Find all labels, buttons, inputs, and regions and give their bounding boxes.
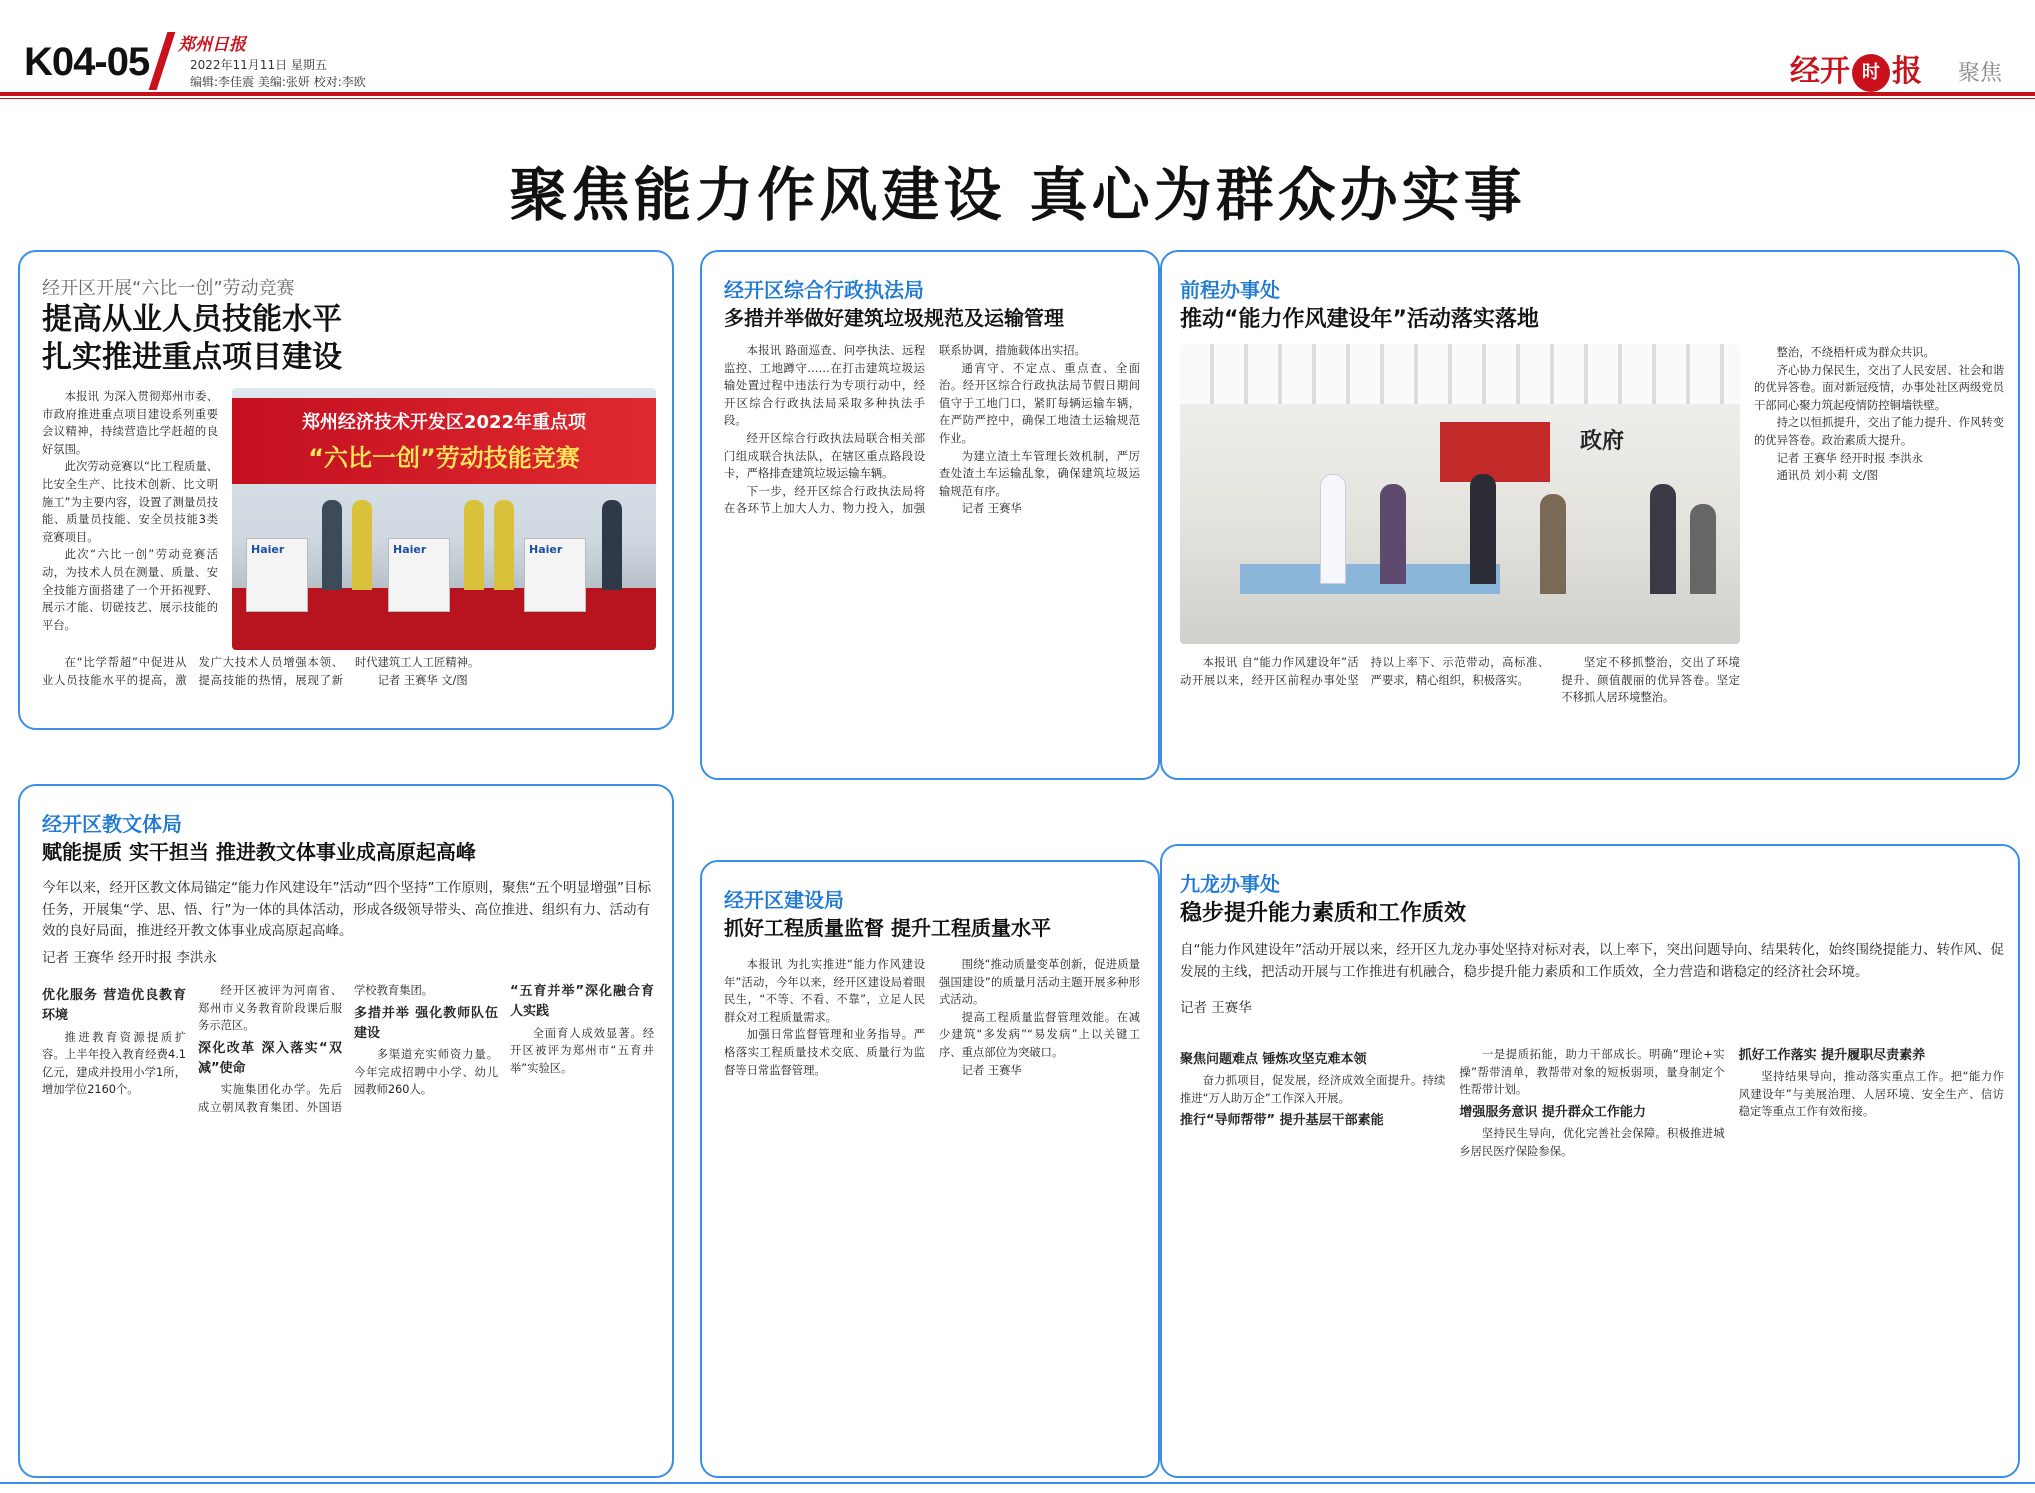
article-headline: 推动“能力作风建设年”活动落实落地 <box>1180 307 1539 332</box>
article-skill-competition <box>18 250 674 730</box>
person-figure <box>602 500 622 590</box>
department-label: 九龙办事处 <box>1180 872 1280 896</box>
page-header <box>0 0 2035 100</box>
person-figure <box>464 500 484 590</box>
banner-line-2: “六比一创”劳动技能竞赛 <box>308 444 580 472</box>
article-body-bottom: 本报讯 自“能力作风建设年”活动开展以来，经开区前程办事处坚持以上率下、示范带动，高标准、严要求，精心组织，积极落实。 坚定不移抓整治，交出了环境提升、颜值靓丽的优异答卷。坚定不移抓人居环境整治。 <box>1180 656 1740 705</box>
department-label: 经开区建设局 <box>724 888 844 912</box>
article-headline: 抓好工程质量监督 提升工程质量水平 <box>724 916 1051 940</box>
article-body: 本报讯 路面巡查、问亭执法、远程监控、工地蹲守……在打击建筑垃圾运输处置过程中违法行为专项行动中，经开区综合行政执法局采取多种执法手段。 经开区综合行政执法局联合相关部门组成联合执法队，在辖区重点路段设卡，严格排查建筑垃圾运输车辆。 下一步，经开区综合行政执法局将在各环节上加大人力、物力投入，加强联系协调，措施载体出实招。 通宵守、不定点、重点查、全面治。经开区综合行政执法局节假日期间值守于工地门口，紧盯每辆运输车辆，在严防严控中，确保工地渣土运输规范作业。 为建立渣土车管理长效机制，严厉查处渣土车运输乱象，确保建筑垃圾运输规范有序。 记者 王赛华 <box>724 342 1140 772</box>
prize-box-brand: Haier <box>251 543 285 556</box>
brand-logo <box>1790 46 1922 92</box>
byline: 记者 王赛华 <box>1180 1000 1252 1016</box>
page-code: K04-05 <box>24 40 150 84</box>
masthead-logo: 郑州日报 <box>178 35 246 55</box>
department-label: 前程办事处 <box>1180 278 1280 302</box>
article-construction <box>700 860 1160 1478</box>
byline: 记者 王赛华 <box>961 1063 1022 1077</box>
person-figure <box>1470 474 1496 584</box>
article-headline: 多措并举做好建筑垃圾规范及运输管理 <box>724 306 1064 330</box>
wall-sign: 政府 <box>1580 429 1625 454</box>
vaccination-photo <box>1180 344 1740 644</box>
byline-2: 通讯员 刘小莉 文/图 <box>1776 469 1878 483</box>
person-figure <box>322 500 342 590</box>
article-body-right: 整治，不绕梧杆成为群众共识。 齐心协力保民生，交出了人民安居、社会和谐的优异答卷。面对新冠疫情，办事处社区两级党员干部同心聚力筑起疫情防控铜墙铁壁。 持之以恒抓提升，交出了能力提升、作风转变的优异答卷。政治素质大提升。 记者 王赛华 经开时报 李洪永 通讯员 刘小莉 文/图 <box>1754 344 2004 774</box>
prize-box-brand: Haier <box>529 543 563 556</box>
date-line: 2022年11月11日 星期五 <box>190 58 327 72</box>
banner <box>232 398 656 484</box>
article-body: 聚焦问题难点 锤炼攻坚克难本领 奋力抓项目，促发展，经济成效全面提升。持续推进“万人助万企”工作深入开展。 推行“导师帮带” 提升基层干部素能 一是提质拓能，助力干部成长。明确“理论+实操”帮带清单，教帮带对象的短板弱项，量身制定个性帮带计划。 增强服务意识 提升群众工作能力 坚持民生导向，优化完善社会保障。积极推进城乡居民医疗保险参保。 抓好工作落实 提升履职尽责素养 坚持结果导向，推动落实重点工作。把“能力作风建设年”与美展治理、人居环境、安全生产、信访稳定等重点工作有效衔接。 <box>1180 1048 2004 1158</box>
brand-name: 经开 <box>1790 54 1850 89</box>
person-figure <box>494 500 514 590</box>
section-label: 聚焦 <box>1958 61 2003 86</box>
byline: 记者 王赛华 经开时报 李洪永 <box>42 950 217 966</box>
nurse-figure <box>1320 474 1346 584</box>
banner-line-1: 郑州经济技术开发区2022年重点项 <box>301 412 587 433</box>
person-figure <box>1690 504 1716 594</box>
prize-box <box>524 538 586 612</box>
department-label: 经开区综合行政执法局 <box>724 278 924 302</box>
person-figure <box>352 500 372 590</box>
page-title: 聚焦能力作风建设 真心为群众办实事 <box>509 161 1526 229</box>
prize-box <box>246 538 308 612</box>
article-law-enforcement <box>700 250 1160 780</box>
article-kicker: 经开区开展“六比一创”劳动竞赛 <box>42 278 295 299</box>
prize-box <box>388 538 450 612</box>
byline: 记者 王赛华 经开时报 李洪永 <box>1776 451 1923 465</box>
prize-box-brand: Haier <box>393 543 427 556</box>
article-qiancheng <box>1160 250 2020 780</box>
article-lead: 今年以来，经开区教文体局锚定“能力作风建设年”活动“四个坚持”工作原则，聚焦“五个明显增强”目标任务，开展集“学、思、悟、行”为一体的具体活动，形成各级领导带头、高位推进、组织有力、活动有效的良好局面，推进经开教文体事业成高原起高峰。 <box>42 880 651 940</box>
article-headline-2: 扎实推进重点项目建设 <box>42 340 342 375</box>
person-figure <box>1380 484 1406 584</box>
person-figure <box>1650 484 1676 594</box>
article-body: 优化服务 营造优良教育环境 推进教育资源提质扩容。上半年投入教育经费4.1亿元，建成并投用小学1所，增加学位2160个。 经开区被评为河南省、郑州市义务教育阶段课后服务示范区。 深化改革 深入落实“双减”使命 实施集团化办学。先后成立朝凤教育集团、外国语学校教育集团。 多措并举 强化教师队伍建设 多渠道充实师资力量。今年完成招聘中小学、幼儿园教师260人。 “五育并举”深化融合育人实践 全面育人成效显著。经开区被评为郑州市“五育并举”实验区。 <box>42 984 654 1114</box>
article-headline: 赋能提质 实干担当 推进教文体事业成高原起高峰 <box>42 840 476 864</box>
article-jiulong <box>1160 844 2020 1478</box>
article-body: 本报讯 为扎实推进“能力作风建设年”活动，今年以来，经开区建设局着眼民生，“不等、不看、不靠”，立足人民群众对工程质量需求。 加强日常监督管理和业务指导。严格落实工程质量技术交底、质量行为监督等日常监督管理。 围绕“推动质量变革创新，促进质量强国建设”的质量月活动主题开展多种形式活动。 提高工程质量监督管理效能。在减少建筑“多发病”“易发病”上以关键工序、重点部位为突破口。 记者 王赛华 <box>724 956 1140 1466</box>
brand-end: 报 <box>1892 54 1922 89</box>
masthead-slash <box>149 32 176 90</box>
editors-line: 编辑:李佳震 美编:张妍 校对:李欧 <box>190 75 366 89</box>
article-lead: 自“能力作风建设年”活动开展以来，经开区九龙办事处坚持对标对表，以上率下，突出问题导向、结果转化，始终围绕提能力、转作风、促发展的主线，把活动开展与工作推进有机融合，稳步提升能力素质和工作质效，全力营造和谐稳定的经济社会环境。 <box>1180 942 2004 980</box>
header-rule-thin <box>0 98 2035 99</box>
person-figure <box>1540 494 1566 594</box>
department-label: 经开区教文体局 <box>42 812 182 836</box>
article-headline-1: 提高从业人员技能水平 <box>42 302 342 337</box>
article-education <box>18 784 674 1478</box>
article-headline: 稳步提升能力素质和工作质效 <box>1180 901 1467 926</box>
competition-photo <box>232 388 656 650</box>
red-wall-banner <box>1440 422 1550 482</box>
byline: 记者 王赛华 文/图 <box>377 673 468 687</box>
article-body: 本报讯 为深入贯彻郑州市委、市政府推进重点项目建设系列重要会议精神，持续营造比学赶超的良好氛围。 此次劳动竞赛以“比工程质量、比安全生产、比技术创新、比文明施工”为主要内容，设置了测量员技能、质量员技能、安全员技能3类竞赛项目。 此次“六比一创”劳动竞赛活动，为技术人员在测量、质量、安全技能方面搭建了一个开拓视野、展示才能、切磋技艺、展示技能的平台。 <box>42 390 218 632</box>
ceiling-lights <box>1180 344 1740 404</box>
byline: 记者 王赛华 <box>961 502 1022 516</box>
footer-rule <box>0 1482 2035 1484</box>
table <box>1240 564 1500 594</box>
article-body-continued: 在“比学帮超”中促进从业人员技能水平的提高，激发广大技术人员增强本领、提高技能的热情，展现了新时代建筑工人工匠精神。 记者 王赛华 文/图 <box>42 654 656 724</box>
header-rule <box>0 92 2035 96</box>
brand-circle: 时 <box>1852 54 1890 92</box>
